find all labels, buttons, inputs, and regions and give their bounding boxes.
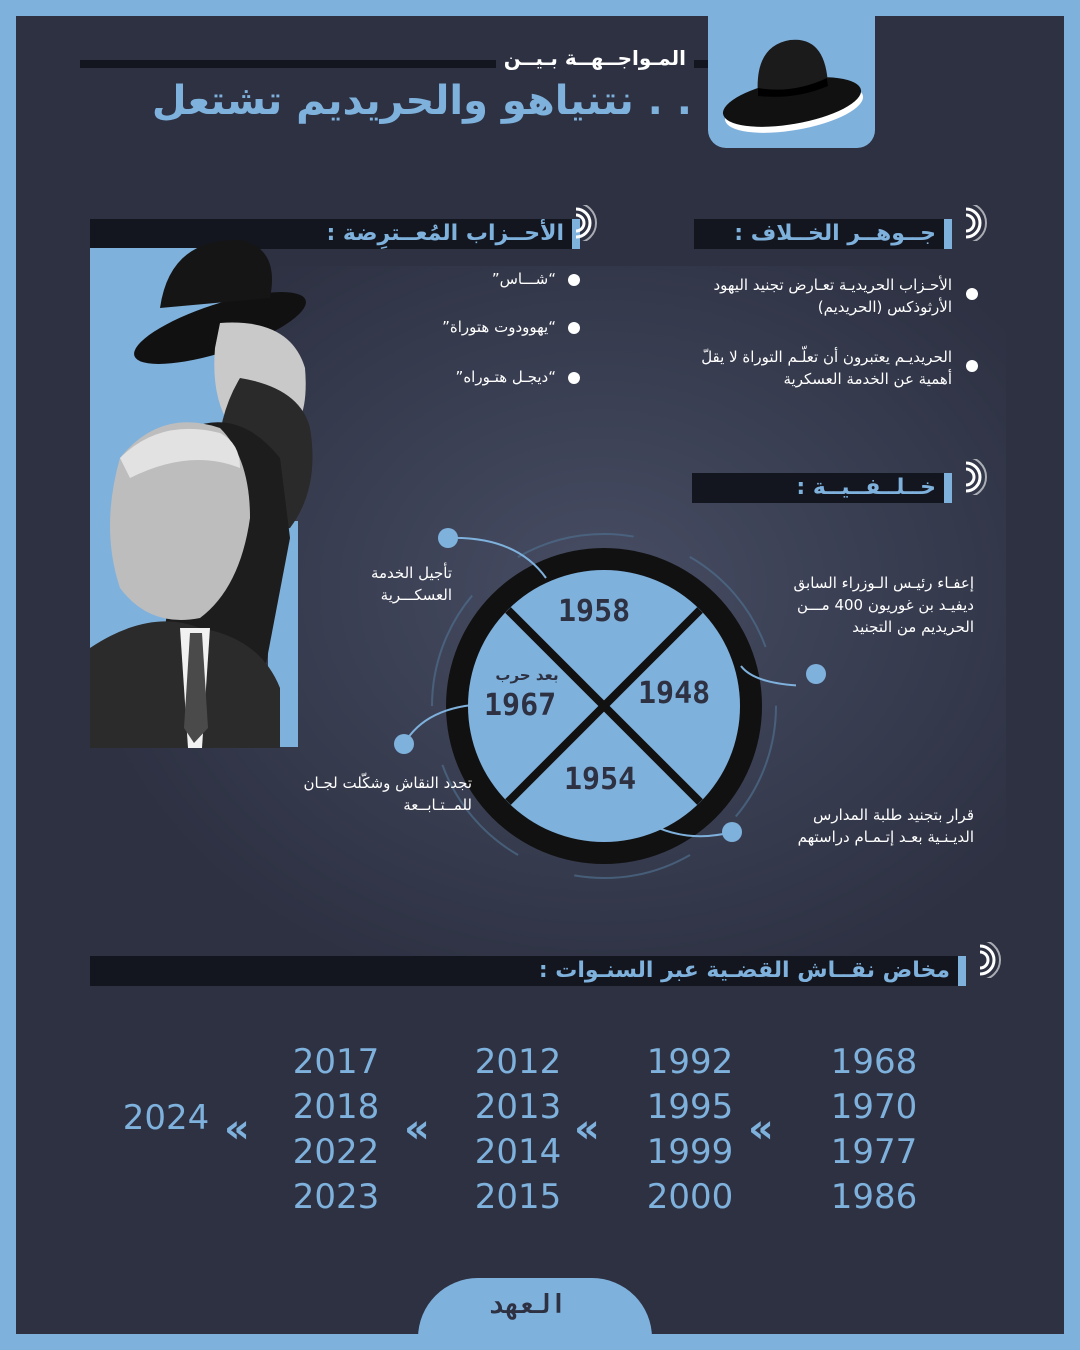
connector-dot xyxy=(806,664,826,684)
timeline-final-year: 2024 xyxy=(122,1098,210,1138)
label-ben-gurion-exemption: إعفـاء رئيـس الـوزراء السابق ديفيـد بن غوريون 400 مـــن الحريديم من التجنيد xyxy=(793,574,974,636)
section-parties-header: الأحــزاب المُعــترِضة : xyxy=(90,219,580,249)
infographic-frame xyxy=(16,16,1064,1334)
timeline-column-4: 2017 2018 2022 2023 xyxy=(292,1042,380,1217)
party-2: “يهوودوت هتوراة” xyxy=(442,318,556,336)
header-title: نتنياهو والحريديم تشتعل . . xyxy=(151,78,692,124)
people-photo xyxy=(90,228,350,748)
signal-icon xyxy=(572,205,608,241)
core-point-2: الحريديـم يعتبرون أن تعلّـم التوراة لا يقلّ أهمية عن الخدمة العسكرية xyxy=(701,348,952,388)
timeline-column-3: 2012 2013 2014 2015 xyxy=(474,1042,562,1217)
timeline-column-1: 1968 1970 1977 1986 xyxy=(830,1042,918,1217)
circle-year-left: 1967 xyxy=(484,688,557,723)
chevron-left-icon: « xyxy=(574,1106,600,1152)
bullet-dot xyxy=(568,372,580,384)
label-religious-students: قرار بتجنيد طلبة المدارس الديـنـية بعـد إتـمـام دراستهم xyxy=(797,806,974,846)
section-background-header: خــلــفــيــة : xyxy=(692,473,952,503)
chevron-left-icon: « xyxy=(224,1106,250,1152)
circle-year-right: 1948 xyxy=(638,676,711,711)
party-1: “شـــاس” xyxy=(491,270,556,288)
circle-left-prefix: بعد حرب xyxy=(495,666,559,684)
signal-icon xyxy=(962,205,998,241)
bullet-dot xyxy=(568,322,580,334)
chevron-left-icon: « xyxy=(404,1106,430,1152)
signal-icon xyxy=(976,942,1012,978)
circle-year-top: 1958 xyxy=(558,594,631,629)
circle-year-bottom: 1954 xyxy=(564,762,637,797)
party-3: “ديجـل هتـوراه” xyxy=(455,368,556,386)
hat-icon xyxy=(708,16,875,148)
label-debate-renewed: تجدد النقاش وشكّلت لجـان للمــتـابــعة xyxy=(303,774,472,814)
bullet-dot xyxy=(966,360,978,372)
timeline-column-2: 1992 1995 1999 2000 xyxy=(646,1042,734,1217)
hat-panel xyxy=(708,16,875,148)
section-timeline-header: مخاض نقــاش القضـية عبر السنـوات : xyxy=(90,956,966,986)
brand-logo: العهد xyxy=(488,1290,567,1320)
bullet-dot xyxy=(966,288,978,300)
signal-icon xyxy=(962,459,998,495)
bullet-dot xyxy=(568,274,580,286)
section-core-header: جــوهــر الخــلاف : xyxy=(694,219,952,249)
core-point-1: الأحـزاب الحريديـة تعـارض تجنيد اليهود الأرثوذكس (الحريديم) xyxy=(713,276,952,316)
header-subtitle: المـواجــهــة بـيــن xyxy=(496,46,694,70)
label-service-postponement: تأجيل الخدمة العسكـــرية xyxy=(370,564,452,604)
chevron-left-icon: « xyxy=(748,1106,774,1152)
